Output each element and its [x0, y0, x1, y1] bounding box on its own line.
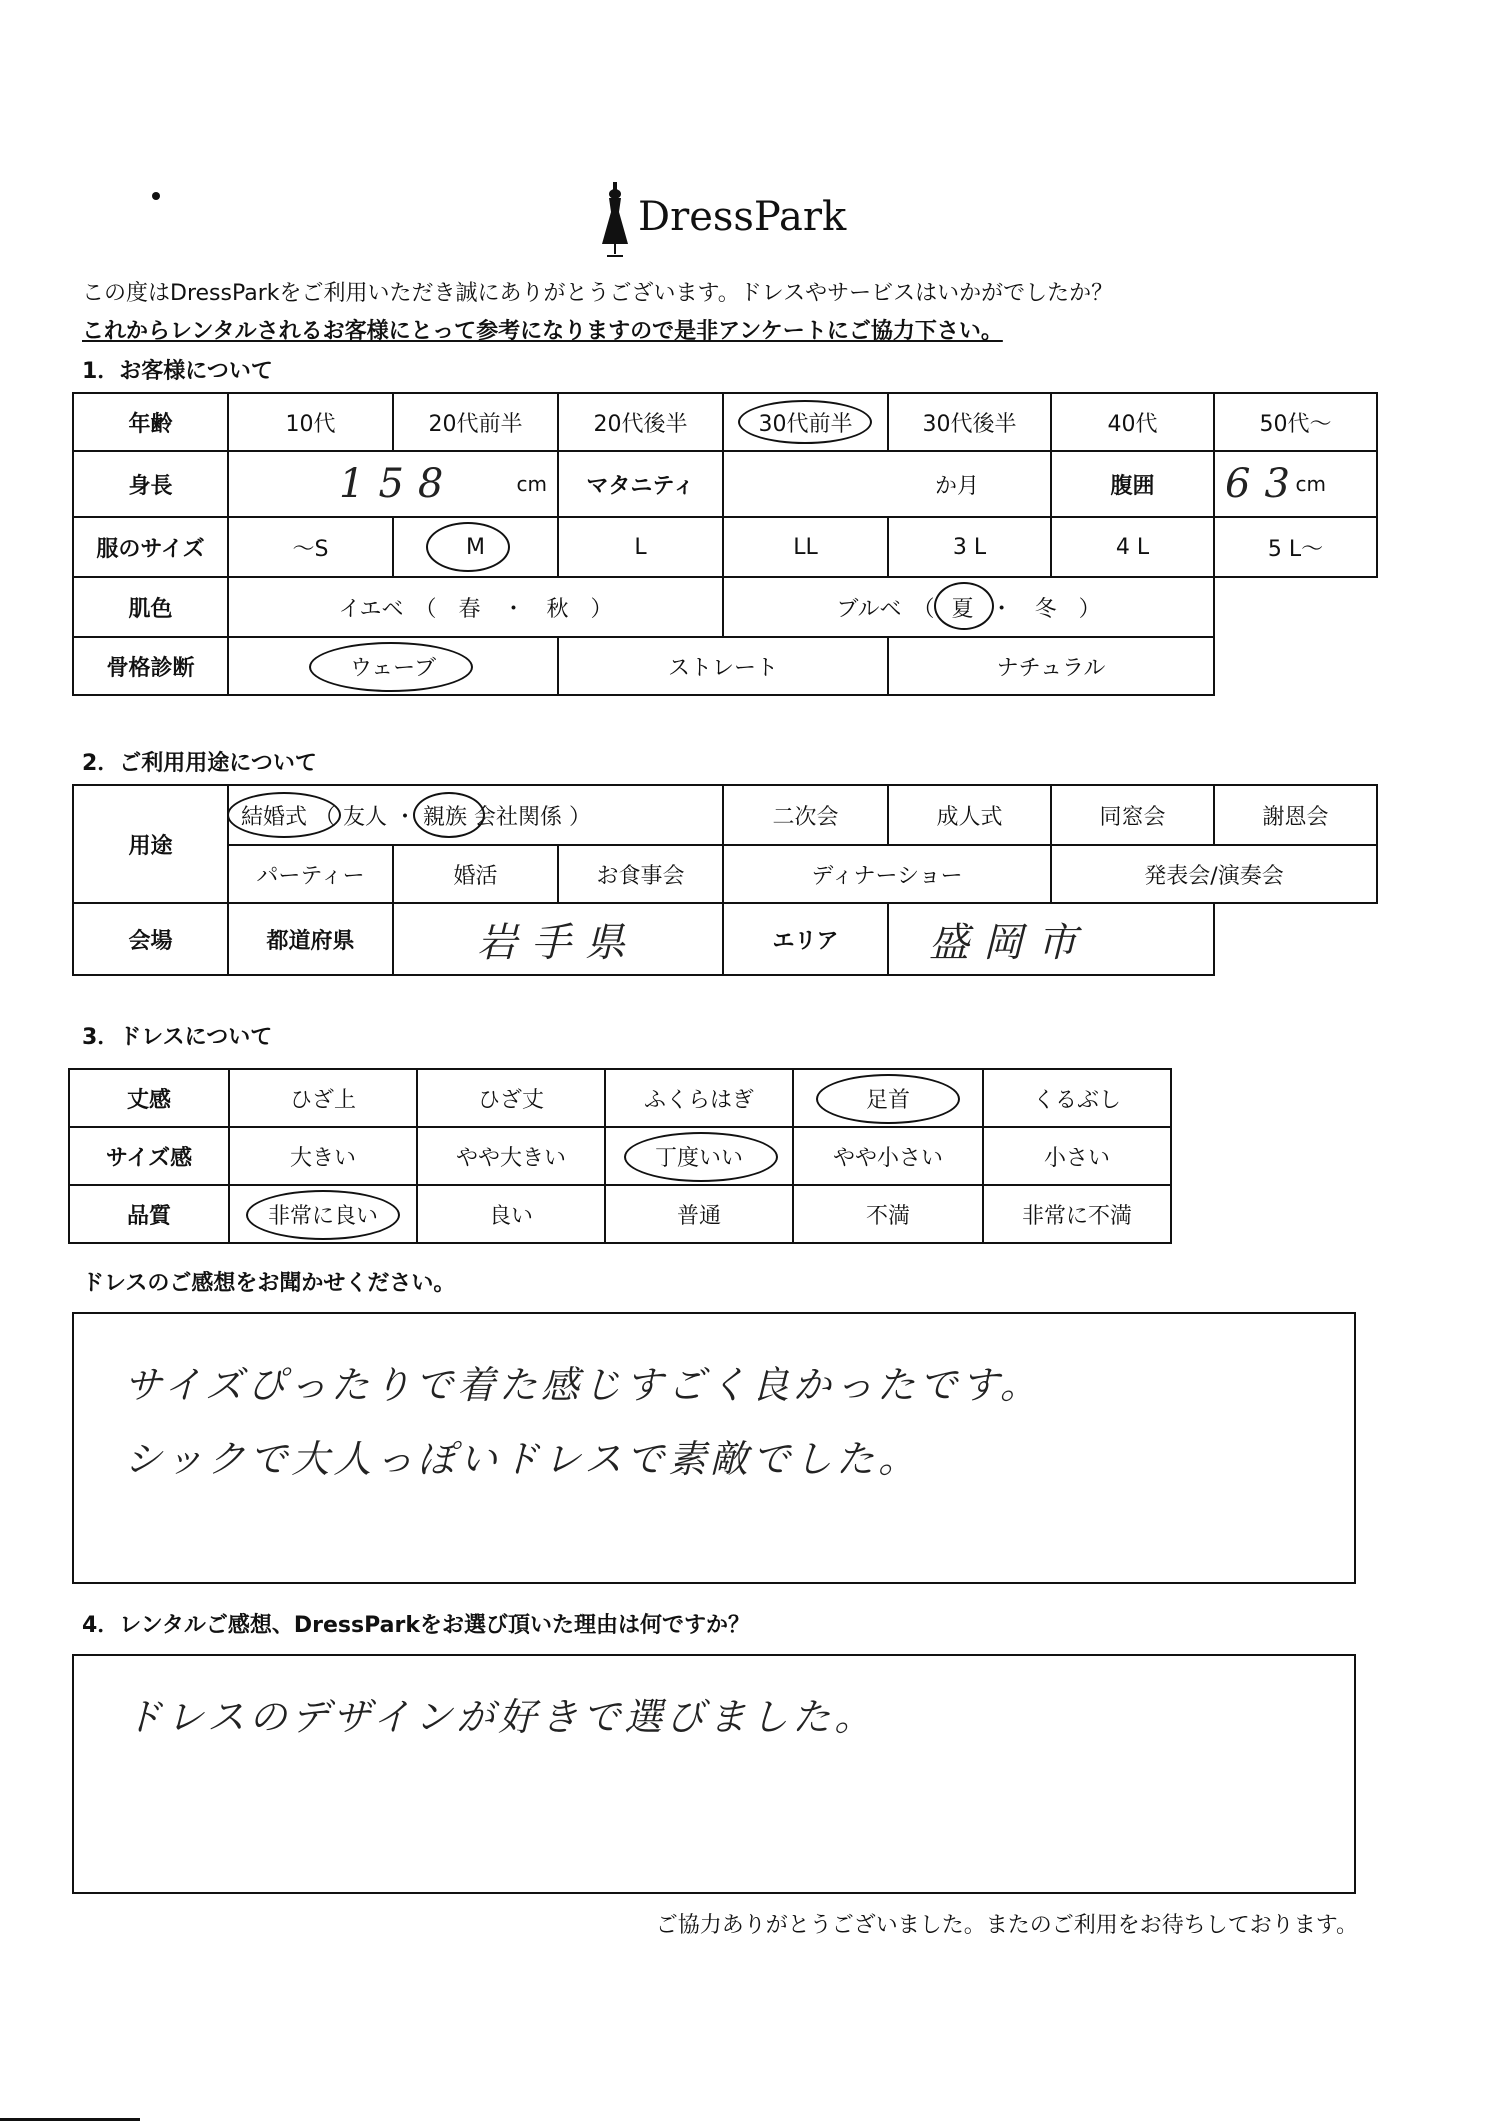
size-option-l[interactable]: L	[558, 517, 723, 577]
waist-unit: cm	[1295, 472, 1326, 496]
brand-name: DressPark	[638, 194, 847, 240]
impressions-box[interactable]	[72, 1312, 1356, 1584]
frame-option-straight[interactable]: ストレート	[558, 637, 888, 695]
intro-request: これからレンタルされるお客様にとって参考になりますので是非アンケートにご協力下さい。	[82, 319, 1003, 344]
purpose-wedding-label: 結婚式	[241, 804, 308, 830]
size-option-m-label: M	[466, 534, 485, 560]
fit-option-large[interactable]: 大きい	[229, 1127, 417, 1185]
purpose-recital[interactable]: 発表会/演奏会	[1051, 845, 1377, 903]
impressions-label: ドレスのご感想をお聞かせください。	[82, 1271, 456, 1296]
reason-box[interactable]	[72, 1654, 1356, 1894]
quality-option-dissatisfied[interactable]: 不満	[793, 1185, 983, 1243]
fit-option-slightly-small[interactable]: やや小さい	[793, 1127, 983, 1185]
dress-feedback-table	[68, 1068, 1172, 1244]
purpose-company-label: 会社関係 ）	[474, 804, 592, 830]
waist-field[interactable]	[1214, 451, 1377, 517]
fit-option-just-right-label: 丁度いい	[654, 1145, 743, 1171]
impression-line-2: シックで大人っぽいドレスで素敵でした。	[124, 1437, 921, 1481]
length-option-ankle[interactable]	[793, 1069, 983, 1127]
section4-title: 4．レンタルご感想、DressParkをお選び頂いた理由は何ですか？	[82, 1613, 750, 1638]
reason-answer: ドレスのデザインが好きで選びました。	[124, 1695, 877, 1739]
waist-label: 腹囲	[1051, 451, 1214, 517]
skin-summer-option[interactable]	[952, 592, 974, 623]
quality-option-good[interactable]: 良い	[417, 1185, 605, 1243]
purpose-dinner-party[interactable]: お食事会	[558, 845, 723, 903]
height-unit: cm	[516, 472, 547, 496]
frame-label: 骨格診断	[73, 637, 228, 695]
dress-mannequin-icon	[598, 180, 632, 260]
empty-cell	[1214, 637, 1377, 695]
size-option-5l[interactable]: 5 L～	[1214, 517, 1377, 577]
age-option-40s[interactable]: 40代	[1051, 393, 1214, 451]
prefecture-value: 岩手県	[477, 919, 639, 966]
purpose-relatives-option[interactable]	[423, 800, 467, 831]
purpose-party[interactable]: パーティー	[228, 845, 393, 903]
size-option-3l[interactable]: 3 L	[888, 517, 1051, 577]
section2-title: 2．ご利用用途について	[82, 751, 317, 776]
age-option-early-20s[interactable]: 20代前半	[393, 393, 558, 451]
length-label: 丈感	[69, 1069, 229, 1127]
size-option-s[interactable]: ～S	[228, 517, 393, 577]
area-label: エリア	[723, 903, 888, 975]
section1-title: 1．お客様について	[82, 359, 273, 384]
maternity-field[interactable]	[723, 451, 1051, 517]
skin-yellow-option[interactable]: イエベ （ 春 ・ 秋 ）	[228, 577, 723, 637]
maternity-unit: か月	[934, 473, 979, 499]
usage-table	[72, 784, 1378, 976]
length-option-calf[interactable]: ふくらはぎ	[605, 1069, 793, 1127]
purpose-afterparty[interactable]: 二次会	[723, 785, 888, 845]
empty-cell	[1214, 903, 1377, 975]
length-option-ankle-label: 足首	[865, 1087, 910, 1113]
empty-cell	[1214, 577, 1377, 637]
purpose-coming-of-age[interactable]: 成人式	[888, 785, 1051, 845]
age-option-50s-plus[interactable]: 50代～	[1214, 393, 1377, 451]
purpose-wedding-open: （ 友人 ・	[314, 804, 417, 830]
intro-text: この度はDressParkをご利用いただき誠にありがとうございます。ドレスやサービスはいかがでしたか？	[82, 281, 1114, 306]
quality-label: 品質	[69, 1185, 229, 1243]
quality-option-very-good-label: 非常に良い	[267, 1203, 378, 1229]
impression-line-1: サイズぴったりで着た感じすごく良かったです。	[124, 1363, 1042, 1407]
quality-option-average[interactable]: 普通	[605, 1185, 793, 1243]
purpose-wedding-option[interactable]	[241, 800, 307, 831]
size-option-ll[interactable]: LL	[723, 517, 888, 577]
scan-edge-mark	[0, 2118, 140, 2121]
length-option-above-knee[interactable]: ひざ上	[229, 1069, 417, 1127]
skin-label: 肌色	[73, 577, 228, 637]
size-option-m[interactable]	[393, 517, 558, 577]
purpose-thanks-party[interactable]: 謝恩会	[1214, 785, 1377, 845]
skin-summer-label: 夏	[951, 596, 974, 622]
footer-thanks: ご協力ありがとうございました。またのご利用をお待ちしております。	[655, 1913, 1358, 1938]
skin-blue-rest: ・ 冬 ）	[990, 596, 1101, 622]
age-option-late-30s[interactable]: 30代後半	[888, 393, 1051, 451]
skin-blue-prefix: ブルベ （	[836, 596, 935, 622]
height-field[interactable]	[228, 451, 558, 517]
fit-label: サイズ感	[69, 1127, 229, 1185]
age-option-10s[interactable]: 10代	[228, 393, 393, 451]
stray-mark	[152, 192, 160, 200]
fit-option-small[interactable]: 小さい	[983, 1127, 1171, 1185]
age-option-early-30s[interactable]	[723, 393, 888, 451]
frame-option-natural[interactable]: ナチュラル	[888, 637, 1214, 695]
prefecture-label: 都道府県	[228, 903, 393, 975]
age-option-late-20s[interactable]: 20代後半	[558, 393, 723, 451]
prefecture-field[interactable]	[393, 903, 723, 975]
age-label: 年齢	[73, 393, 228, 451]
length-option-anklebone[interactable]: くるぶし	[983, 1069, 1171, 1127]
height-label: 身長	[73, 451, 228, 517]
size-label: 服のサイズ	[73, 517, 228, 577]
age-option-early-30s-label: 30代前半	[758, 411, 853, 437]
purpose-konkatsu[interactable]: 婚活	[393, 845, 558, 903]
fit-option-slightly-large[interactable]: やや大きい	[417, 1127, 605, 1185]
customer-info-table	[72, 392, 1378, 696]
area-field[interactable]	[888, 903, 1214, 975]
section3-title: 3．ドレスについて	[82, 1025, 273, 1050]
area-value: 盛岡市	[929, 919, 1091, 966]
purpose-wedding-group[interactable]	[228, 785, 723, 845]
height-value: 158	[339, 461, 458, 507]
length-option-knee[interactable]: ひざ丈	[417, 1069, 605, 1127]
quality-option-very-dissatisfied[interactable]: 非常に不満	[983, 1185, 1171, 1243]
waist-value: 63	[1225, 461, 1304, 507]
purpose-label: 用途	[73, 785, 228, 903]
size-option-4l[interactable]: 4 L	[1051, 517, 1214, 577]
venue-label: 会場	[73, 903, 228, 975]
purpose-dinner-show[interactable]: ディナーショー	[723, 845, 1051, 903]
frame-option-wave[interactable]	[228, 637, 558, 695]
brand-logo	[598, 180, 847, 260]
maternity-label: マタニティ	[558, 451, 723, 517]
skin-blue-option[interactable]	[723, 577, 1214, 637]
purpose-relatives-label: 親族	[423, 804, 468, 830]
fit-option-just-right[interactable]	[605, 1127, 793, 1185]
frame-option-wave-label: ウェーブ	[349, 655, 437, 681]
quality-option-very-good[interactable]	[229, 1185, 417, 1243]
purpose-reunion[interactable]: 同窓会	[1051, 785, 1214, 845]
